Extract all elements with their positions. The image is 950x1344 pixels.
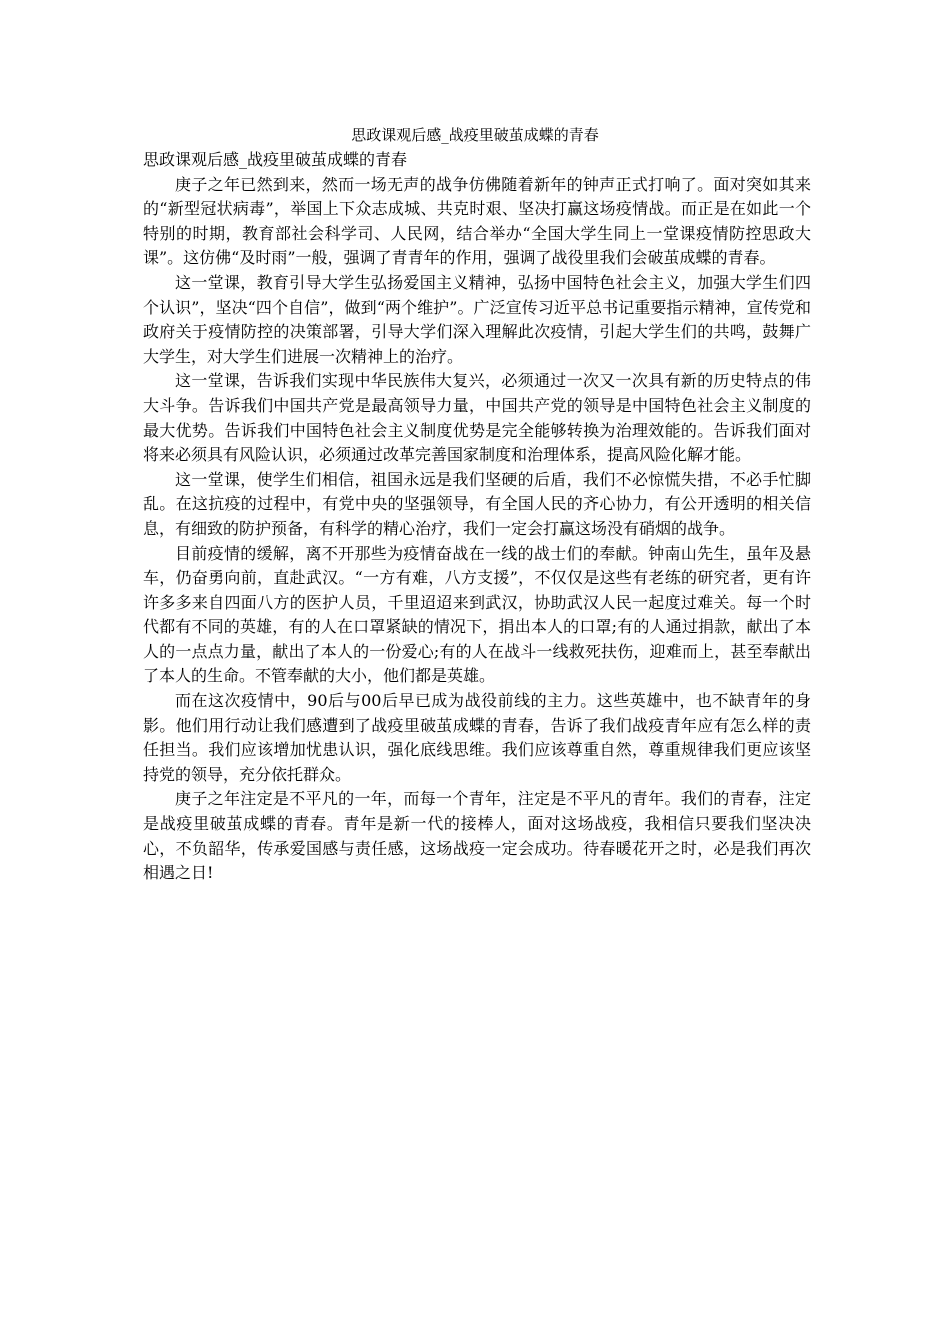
paragraph: 目前疫情的缓解，离不开那些为疫情奋战在一线的战士们的奉献。钟南山先生，虽年及悬车，仍奋勇向前，直赴武汉。“一方有难，八方支援”，不仅仅是这些有老练的研究者，更有许许多多来自四面八方的医护人员，千里迢迢来到武汉，协助武汉人民一起度过难关。每一个时代都有不同的英雄，有的人在口罩紧缺的情况下，捐出本人的口罩;有的人通过捐款，献出了本人的一点点力量，献出了本人的一份爱心;有的人在战斗一线救死扶伤，迎难而上，甚至奉献出了本人的生命。不管奉献的大小，他们都是英雄。	[143, 543, 811, 686]
page-header-title: 思政课观后感_战疫里破茧成蝶的青春	[351, 126, 599, 144]
paragraph: 这一堂课，告诉我们实现中华民族伟大复兴，必须通过一次又一次具有新的历史特点的伟大斗争。告诉我们中国共产党是最高领导力量，中国共产党的领导是中国特色社会主义制度的最大优势。告诉我们中国特色社会主义制度优势是完全能够转换为治理效能的。告诉我们面对将来必须具有风险认识，必须通过改革完善国家制度和治理体系，提高风险化解才能。	[143, 371, 811, 465]
paragraph: 庚子之年已然到来，然而一场无声的战争仿佛随着新年的钟声正式打响了。面对突如其来的“新型冠状病毒”，举国上下众志成城、共克时艰、坚决打赢这场疫情战。而正是在如此一个特别的时期，教育部社会科学司、人民网，结合举办“全国大学生同上一堂课疫情防控思政大课”。这仿佛“及时雨”一般，强调了青青年的作用，强调了战役里我们会破茧成蝶的青春。	[143, 174, 811, 268]
paragraph: 庚子之年注定是不平凡的一年，而每一个青年，注定是不平凡的青年。我们的青春，注定是战疫里破茧成蝶的青春。青年是新一代的接棒人，面对这场战疫，我相信只要我们坚决决心，不负韶华，传承爱国感与责任感，这场战疫一定会成功。待春暖花开之时，必是我们再次相遇之日!	[143, 789, 811, 883]
paragraph: 这一堂课，教育引导大学生弘扬爱国主义精神，弘扬中国特色社会主义，加强大学生们四个认识”，坚决“四个自信”，做到“两个维护”。广泛宣传习近平总书记重要指示精神，宣传党和政府关于疫情防控的决策部署，引导大学们深入理解此次疫情，引起大学生们的共鸣，鼓舞广大学生，对大学生们进展一次精神上的治疗。	[143, 272, 811, 366]
paragraph: 而在这次疫情中，90后与00后早已成为战役前线的主力。这些英雄中，也不缺青年的身影。他们用行动让我们感遭到了战疫里破茧成蝶的青春，告诉了我们战疫青年应有怎么样的责任担当。我们应该增加忧患认识，强化底线思维。我们应该尊重自然，尊重规律我们更应该坚持党的领导，充分依托群众。	[143, 691, 811, 784]
document-body	[143, 148, 811, 886]
document-title: 思政课观后感_战疫里破茧成蝶的青春	[143, 150, 408, 169]
paragraph: 这一堂课，使学生们相信，祖国永远是我们坚硬的后盾，我们不必惊慌失措，不必手忙脚乱。在这抗疫的过程中，有党中央的坚强领导，有全国人民的齐心协力，有公开透明的相关信息，有细致的防护预备，有科学的精心治疗，我们一定会打赢这场没有硝烟的战争。	[143, 469, 811, 538]
